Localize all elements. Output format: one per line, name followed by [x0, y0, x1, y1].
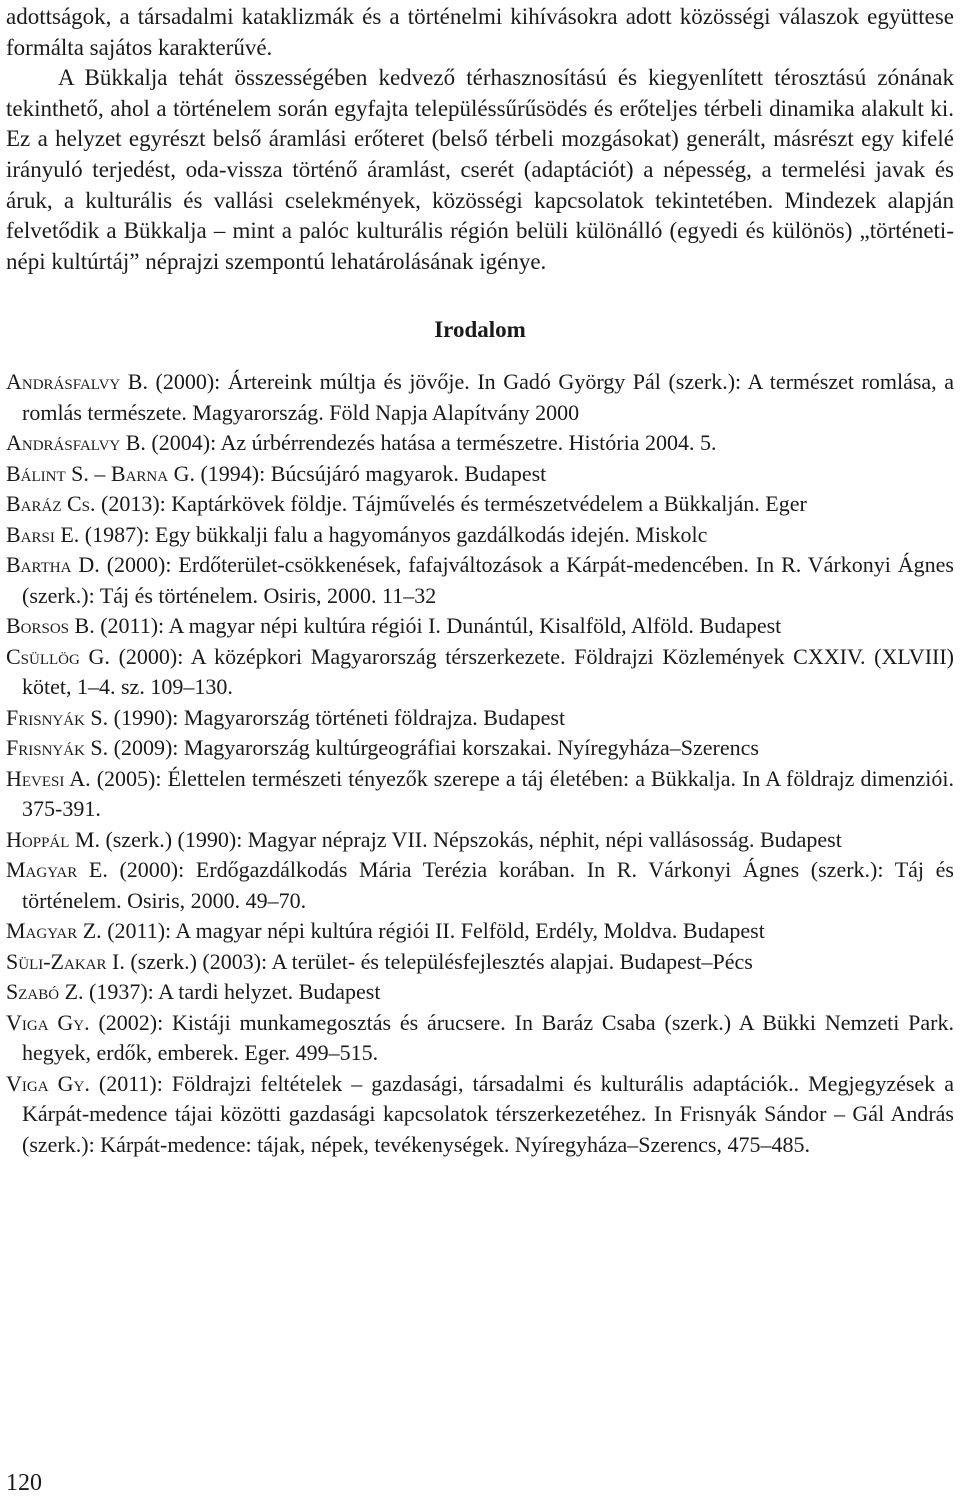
reference-text: (1987): Egy bükkalji falu a hagyományos gazdálkodás idején. Miskolc — [79, 521, 708, 547]
reference-author: Andrásfalvy B. — [6, 369, 148, 395]
reference-entry — [6, 367, 954, 428]
reference-text: (1937): A tardi helyzet. Budapest — [83, 979, 381, 1005]
reference-text: (szerk.) (2003): A terület- és településfejlesztés alapjai. Budapest–Pécs — [124, 948, 753, 974]
paragraph: A Bükkalja tehát összességében kedvező térhasznosítású és kiegyenlített térosztású zónának tekinthető, ahol a történelem során egyfajta településsűrűsödés és erőteljes térbeli dinamika alakult ki. Ez a helyzet egyrészt belső áramlási erőteret (belső térbeli mozgásokat) generált, másrészt egy kifelé irányuló terjedést, oda-vissza történő áramlást, cserét (adaptációt) a népesség, a termelési javak és áruk, a kulturális és vallási cselekmények, közösségi kapcsolatok tekintetében. Mindezek alapján felvetődik a Bükkalja – mint a palóc kulturális régión belüli különálló (egyedi és különös) „történeti-népi kultúrtáj” néprajzi szempontú lehatárolásának igénye. — [6, 65, 954, 274]
reference-author: Csüllög G. — [6, 643, 110, 669]
reference-text: (2002): Kistáji munkamegosztás és árucsere. In Baráz Csaba (szerk.) A Bükki Nemzeti Park. hegyek, erdők, emberek. Eger. 499–515. — [22, 1009, 954, 1066]
reference-text: (2000): Erdőterület-csökkenések, fafajváltozások a Kárpát-medencében. In R. Várkonyi Ágnes (szerk.): Táj és történelem. Osiris, 2000. 11–32 — [22, 552, 954, 608]
reference-entry — [6, 520, 954, 551]
reference-author: Szabó Z. — [6, 979, 84, 1005]
reference-text: (2011): A magyar népi kultúra régiói II. Felföld, Erdély, Moldva. Budapest — [101, 918, 765, 944]
reference-list — [6, 367, 954, 1160]
reference-entry — [6, 733, 954, 764]
reference-text: (2009): Magyarország kultúrgeográfiai korszakai. Nyíregyháza–Szerencs — [108, 735, 759, 761]
reference-entry — [6, 550, 954, 611]
reference-author: Frisnyák S. — [6, 704, 109, 730]
reference-text: (2013): Kaptárkövek földje. Tájművelés és természetvédelem a Bükkalján. Eger — [95, 491, 807, 517]
reference-author: Hoppál M. — [6, 826, 100, 852]
reference-author: Viga Gy. — [6, 1009, 90, 1035]
reference-author: Frisnyák S. — [6, 735, 109, 761]
reference-author: Andrásfalvy B. — [6, 430, 146, 456]
reference-entry — [6, 428, 954, 459]
reference-text: (2000): Ártereink múltja és jövője. In Gadó György Pál (szerk.): A természet romlása, a romlás természete. Magyarország. Föld Napja Alapítvány 2000 — [22, 369, 954, 425]
reference-author: Magyar Z. — [6, 918, 102, 944]
reference-text: (2011): Földrajzi feltételek – gazdasági, társadalmi és kulturális adaptációk.. Megjegyzések a Kárpát-medence tájai közötti gazdasági kapcsolatok térszerkezetéhez. In Frisnyák Sándor – Gál András (szerk.): Kárpát-medence: tájak, népek, tevékenységek. Nyíregyháza–Szerencs, 475–485. — [22, 1070, 954, 1157]
reference-text: (2011): A magyar népi kultúra régiói I. Dunántúl, Kisalföld, Alföld. Budapest — [94, 613, 782, 639]
reference-author: Hevesi A. — [6, 765, 91, 791]
reference-author: Borsos B. — [6, 613, 95, 639]
paragraph: adottságok, a társadalmi kataklizmák és a történelmi kihívásokra adott közösségi válaszok együttese formálta sajátos karakterűvé. — [6, 4, 954, 60]
reference-text: (2000): A középkori Magyarország térszerkezete. Földrajzi Közlemények CXXIV. (XLVIII) kötet, 1–4. sz. 109–130. — [22, 643, 954, 700]
reference-entry — [6, 916, 954, 947]
document-page — [6, 2, 954, 1160]
reference-author: Süli-Zakar I. — [6, 948, 125, 974]
reference-author: Bartha D. — [6, 552, 100, 578]
body-text — [6, 2, 954, 277]
reference-entry — [6, 489, 954, 520]
reference-author: Baráz Cs. — [6, 491, 96, 517]
reference-text: (1994): Búcsújáró magyarok. Budapest — [194, 460, 547, 486]
reference-author: Barsi E. — [6, 521, 80, 547]
reference-entry — [6, 459, 954, 490]
reference-entry — [6, 703, 954, 734]
reference-entry — [6, 1008, 954, 1069]
reference-entry — [6, 977, 954, 1008]
reference-entry — [6, 642, 954, 703]
section-heading: Irodalom — [434, 317, 526, 343]
reference-entry — [6, 855, 954, 916]
reference-author: Viga Gy. — [6, 1070, 90, 1096]
reference-text: (1990): Magyarország történeti földrajza. Budapest — [108, 704, 566, 730]
reference-author: Magyar E. — [6, 857, 108, 883]
page-number: 120 — [6, 1470, 42, 1496]
reference-entry — [6, 764, 954, 825]
reference-entry — [6, 611, 954, 642]
reference-entry — [6, 1069, 954, 1161]
reference-entry — [6, 825, 954, 856]
reference-author: Bálint S. – Barna G. — [6, 460, 195, 486]
reference-entry — [6, 947, 954, 978]
reference-text: (2005): Élettelen természeti tényezők szerepe a táj életében: a Bükkalja. In A földrajz dimenziói. 375-391. — [22, 765, 954, 822]
reference-text: (szerk.) (1990): Magyar néprajz VII. Népszokás, néphit, népi vallásosság. Budapest — [99, 826, 842, 852]
reference-text: (2000): Erdőgazdálkodás Mária Terézia korában. In R. Várkonyi Ágnes (szerk.): Táj és történelem. Osiris, 2000. 49–70. — [22, 857, 954, 913]
reference-text: (2004): Az úrbérrendezés hatása a természetre. História 2004. 5. — [145, 430, 717, 456]
